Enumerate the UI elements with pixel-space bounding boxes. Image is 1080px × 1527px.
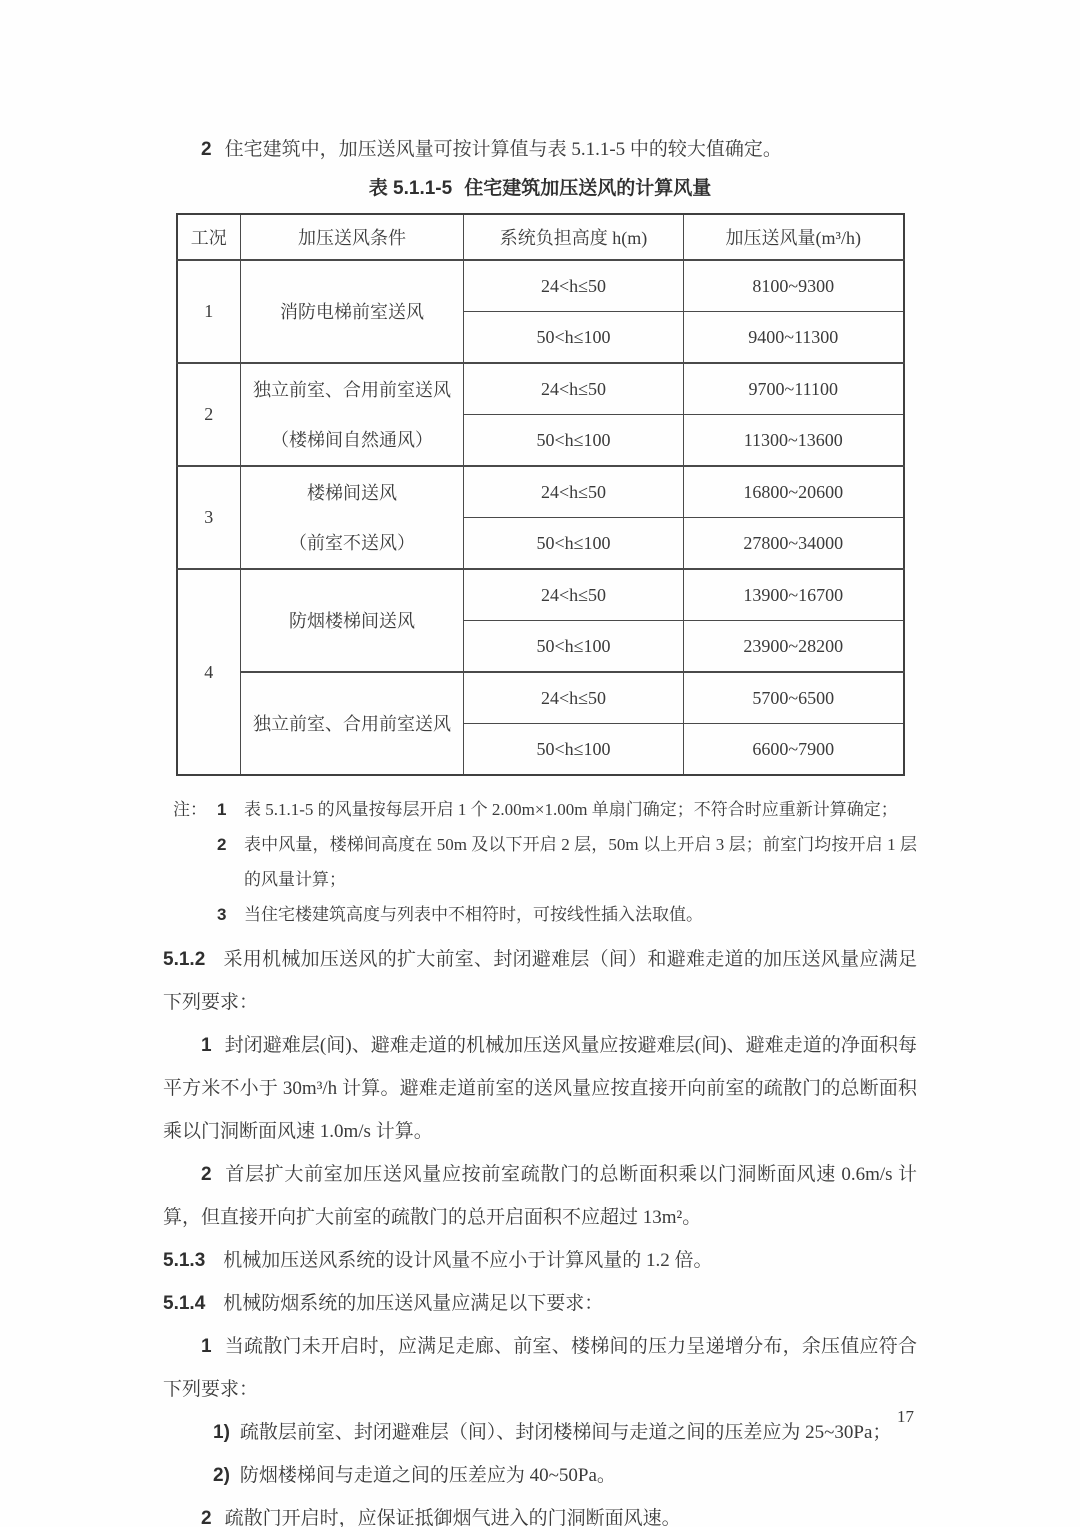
paragraph-intro-text: 住宅建筑中，加压送风量可按计算值与表 5.1.1-5 中的较大值确定。: [224, 139, 782, 160]
page-number: 17: [897, 1407, 914, 1426]
section-5-1-4-item-2: [163, 1497, 917, 1527]
volume-cell: 5700~6500: [684, 672, 904, 724]
note-text: 当住宅楼建筑高度与列表中不相符时，可按线性插入法取值。: [244, 905, 703, 924]
note-text: 表 5.1.1-5 的风量按每层开启 1 个 2.00m×1.00m 单扇门确定；不符合时应重新计算确定；: [244, 800, 898, 819]
section-5-1-4-item-1-sub-2: [163, 1454, 917, 1497]
table-header: [177, 214, 904, 260]
height-cell: 50<h≤100: [464, 415, 684, 467]
item-text: 首层扩大前室加压送风量应按前室疏散门的总断面积乘以门洞断面风速 0.6m/s 计算，但直接开向扩大前室的疏散门的总开启面积不应超过 13m²。: [163, 1164, 917, 1228]
note-number: 3: [217, 905, 227, 924]
paragraph-intro: [163, 128, 917, 171]
section-text: 机械加压送风系统的设计风量不应小于计算风量的 1.2 倍。: [223, 1250, 713, 1271]
condition-line: 楼梯间送风: [307, 482, 397, 503]
section-5-1-2: [163, 938, 917, 1024]
volume-cell: 23900~28200: [684, 621, 904, 673]
height-cell: 24<h≤50: [464, 260, 684, 312]
table-title-label: 表 5.1.1-5: [368, 178, 453, 199]
volume-cell: 13900~16700: [684, 569, 904, 621]
case-cell: 1: [177, 260, 241, 363]
notes-label: 注：: [173, 800, 207, 819]
condition-cell: [241, 569, 464, 672]
header-volume: 加压送风量(m³/h): [684, 214, 904, 260]
volume-cell: 11300~13600: [684, 415, 904, 467]
paragraph-intro-number: 2: [201, 139, 212, 160]
condition-cell: [241, 363, 464, 466]
section-text: 采用机械加压送风的扩大前室、封闭避难层（间）和避难走道的加压送风量应满足下列要求：: [163, 949, 917, 1013]
section-5-1-3: [163, 1239, 917, 1282]
condition-cell: [241, 466, 464, 569]
note-text: 表中风量，楼梯间高度在 50m 及以下开启 2 层，50m 以上开启 3 层；前室门均按开启 1 层的风量计算；: [244, 835, 917, 889]
table-notes: [173, 792, 917, 932]
subitem-number: 2): [213, 1465, 230, 1486]
item-number: 1: [201, 1336, 212, 1357]
note-3: [173, 897, 917, 932]
section-number: 5.1.2: [163, 949, 206, 970]
header-height: 系统负担高度 h(m): [464, 214, 684, 260]
volume-cell: 27800~34000: [684, 518, 904, 570]
table-row: [177, 672, 904, 724]
note-number: 2: [217, 835, 227, 854]
table-header-row: [177, 214, 904, 260]
height-cell: 24<h≤50: [464, 569, 684, 621]
item-number: 2: [201, 1164, 212, 1185]
item-text: 封闭避难层(间)、避难走道的机械加压送风量应按避难层(间)、避难走道的净面积每平方米不小于 30m³/h 计算。避难走道前室的送风量应按直接开向前室的疏散门的总断面积乘以门洞断面风速 1.0m/s 计算。: [163, 1035, 917, 1142]
volume-cell: 9700~11100: [684, 363, 904, 415]
section-5-1-4-item-1-sub-1: [163, 1411, 917, 1454]
table-title-text: 住宅建筑加压送风的计算风量: [464, 178, 712, 199]
item-number: 2: [201, 1508, 212, 1527]
table-title: [163, 175, 917, 203]
height-cell: 24<h≤50: [464, 672, 684, 724]
case-cell: 4: [177, 569, 241, 775]
note-number: 1: [217, 800, 227, 819]
table-row: [177, 260, 904, 312]
item-number: 1: [201, 1035, 212, 1056]
condition-line: （楼梯间自然通风）: [271, 429, 433, 450]
section-text: 机械防烟系统的加压送风量应满足以下要求：: [223, 1293, 604, 1314]
section-5-1-4: [163, 1282, 917, 1325]
table-body: [177, 260, 904, 775]
table-row: [177, 466, 904, 518]
item-text: 当疏散门未开启时，应满足走廊、前室、楼梯间的压力呈递增分布，余压值应符合下列要求：: [163, 1336, 917, 1400]
height-cell: 50<h≤100: [464, 518, 684, 570]
height-cell: 50<h≤100: [464, 724, 684, 776]
case-cell: 2: [177, 363, 241, 466]
condition-cell: [241, 260, 464, 363]
section-number: 5.1.3: [163, 1250, 206, 1271]
table-5-1-1-5: [176, 213, 905, 776]
volume-cell: 8100~9300: [684, 260, 904, 312]
condition-line: 独立前室、合用前室送风: [253, 379, 451, 400]
header-condition: 加压送风条件: [241, 214, 464, 260]
section-number: 5.1.4: [163, 1293, 206, 1314]
condition-line: 防烟楼梯间送风: [289, 610, 415, 631]
notes-label-spacer: [173, 897, 217, 932]
volume-cell: 16800~20600: [684, 466, 904, 518]
condition-line: 独立前室、合用前室送风: [253, 713, 451, 734]
condition-line: （前室不送风）: [289, 532, 415, 553]
volume-cell: 9400~11300: [684, 312, 904, 364]
height-cell: 24<h≤50: [464, 363, 684, 415]
condition-line: 消防电梯前室送风: [280, 301, 424, 322]
subitem-text: 防烟楼梯间与走道之间的压差应为 40~50Pa。: [239, 1465, 616, 1486]
height-cell: 50<h≤100: [464, 621, 684, 673]
height-cell: 24<h≤50: [464, 466, 684, 518]
section-5-1-2-item-1: [163, 1024, 917, 1153]
case-cell: 3: [177, 466, 241, 569]
subitem-number: 1): [213, 1422, 230, 1443]
section-5-1-2-item-2: [163, 1153, 917, 1239]
note-1: [173, 792, 917, 827]
section-5-1-4-item-1: [163, 1325, 917, 1411]
subitem-text: 疏散层前室、封闭避难层（间）、封闭楼梯间与走道之间的压差应为 25~30Pa；: [239, 1422, 892, 1443]
condition-cell: [241, 672, 464, 775]
header-case: 工况: [177, 214, 241, 260]
notes-label-spacer: [173, 827, 217, 897]
item-text: 疏散门开启时，应保证抵御烟气进入的门洞断面风速。: [224, 1508, 681, 1527]
note-2: [173, 827, 917, 897]
table-row: [177, 569, 904, 621]
height-cell: 50<h≤100: [464, 312, 684, 364]
volume-cell: 6600~7900: [684, 724, 904, 776]
table-row: [177, 363, 904, 415]
